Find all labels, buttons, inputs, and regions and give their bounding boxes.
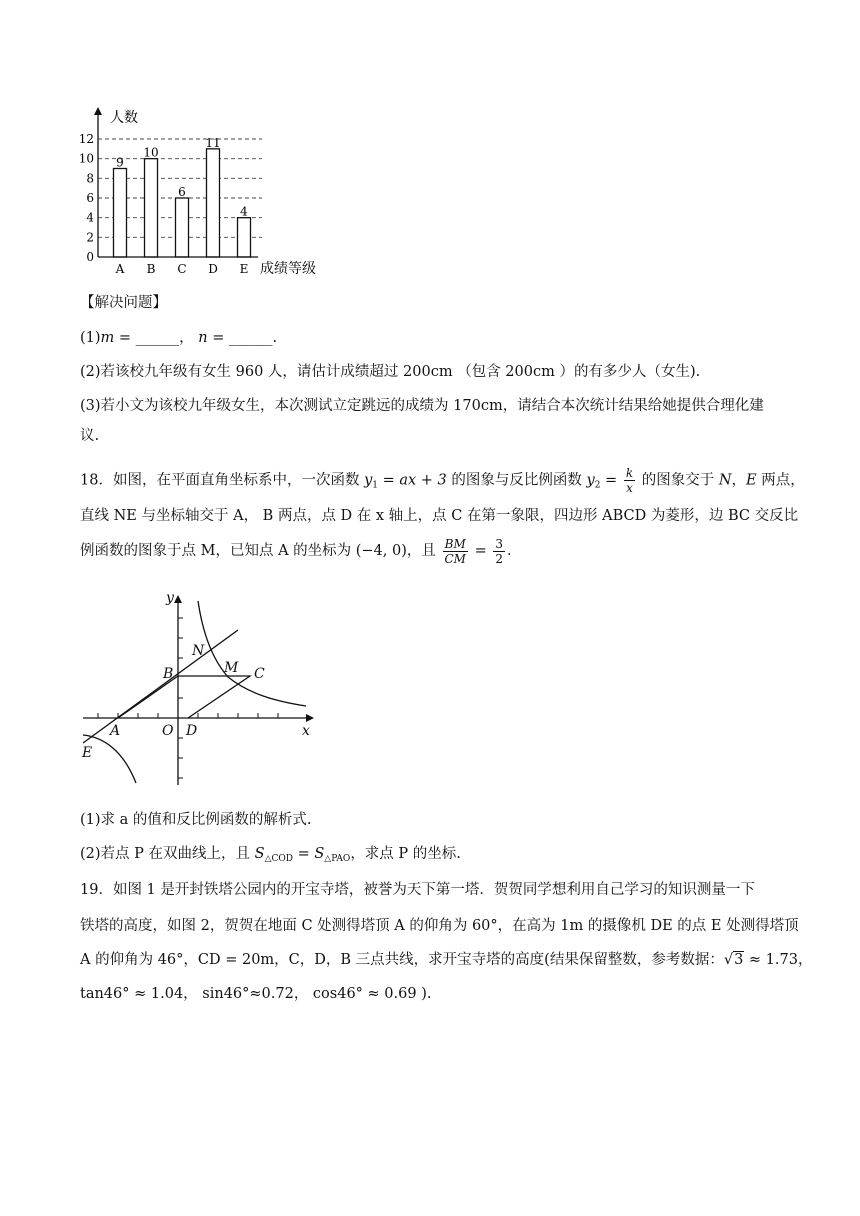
frac-num: k bbox=[625, 466, 634, 480]
q18-line2: 直线 NE 与坐标轴交于 A， B 两点，点 D 在 x 轴上，点 C 在第一象限，四边形 ABCD 为菱形，边 BC 交反比 bbox=[80, 508, 799, 524]
bar-B bbox=[145, 159, 158, 257]
var-y2: y bbox=[586, 472, 595, 489]
x-tick-label: E bbox=[239, 262, 249, 276]
frac-den: x bbox=[626, 481, 633, 495]
label-e: E bbox=[82, 745, 93, 761]
equals: = bbox=[600, 472, 622, 489]
y-tick-label: 12 bbox=[78, 132, 94, 146]
sub-cod: △COD bbox=[264, 854, 293, 864]
bar-value-label: 9 bbox=[116, 155, 124, 170]
bar-value-label: 11 bbox=[205, 135, 221, 150]
x-axis-arrow bbox=[306, 714, 314, 722]
fraction-bm-cm bbox=[443, 537, 468, 566]
var-s: S bbox=[254, 846, 265, 862]
equals: = bbox=[292, 846, 315, 862]
q18-text: (2)若点 P 在双曲线上，且 bbox=[80, 846, 255, 862]
var-s: S bbox=[314, 846, 325, 862]
frac-num: 3 bbox=[495, 536, 503, 551]
linear-expr: = ax + 3 bbox=[378, 472, 447, 489]
q18-text: 的图象交于 bbox=[637, 472, 719, 489]
label-x: x bbox=[302, 723, 310, 739]
coordinate-diagram bbox=[78, 585, 318, 790]
q18-part2 bbox=[80, 844, 800, 869]
y-tick-label: 6 bbox=[86, 191, 94, 205]
q18-text: ． bbox=[506, 543, 522, 559]
y-tick-label: 8 bbox=[86, 171, 94, 186]
rhombus-abcd bbox=[118, 676, 250, 718]
label-m: M bbox=[224, 660, 239, 676]
fraction-3-2 bbox=[493, 537, 505, 566]
bar-value-label: 6 bbox=[178, 185, 186, 199]
sub-pao: △PAO bbox=[324, 854, 351, 864]
q17-part1-blank2: = ______. bbox=[207, 330, 278, 346]
chart-axes bbox=[79, 107, 258, 276]
fraction-k-over-x bbox=[624, 466, 635, 495]
line-ne bbox=[83, 630, 238, 743]
bar-A bbox=[114, 169, 127, 258]
sqrt-3: 3 bbox=[734, 952, 744, 968]
q19-line1: 19．如图 1 是开封铁塔公园内的开宝寺塔，被誉为天下第一塔．贺贺同学想利用自己学习的知识测量一下 bbox=[80, 882, 755, 898]
var-N: N bbox=[718, 472, 732, 489]
equals: = bbox=[469, 543, 492, 559]
y-tick-label: 0 bbox=[86, 250, 94, 264]
q18-text: 两点， bbox=[756, 472, 805, 489]
y-tick-label: 10 bbox=[78, 151, 94, 166]
chart-bars bbox=[114, 136, 251, 257]
label-b: B bbox=[163, 666, 174, 682]
bar-chart bbox=[70, 105, 340, 280]
q17-part1 bbox=[80, 328, 800, 348]
label-a: A bbox=[110, 723, 121, 739]
q19-text: A 的仰角为 46°，CD = 20m，C，D，B 三点共线，求开宝寺塔的高度(结果保留整数，参考数据： bbox=[80, 952, 724, 968]
var-E: E bbox=[746, 472, 757, 489]
hyperbola-upper bbox=[198, 601, 306, 706]
x-tick-label: C bbox=[177, 262, 187, 276]
y-tick-label: 2 bbox=[86, 230, 94, 245]
q17-part3-line1: (3)若小文为该校九年级女生，本次测试立定跳远的成绩为 170cm，请结合本次统计结果给她提供合理化建 bbox=[80, 398, 764, 414]
q18-text: 18．如图，在平面直角坐标系中，一次函数 bbox=[80, 472, 365, 489]
q19-line4: tan46° ≈ 1.04， sin46°≈0.72， cos46° ≈ 0.69 ). bbox=[80, 986, 432, 1002]
frac-den: 2 bbox=[495, 551, 503, 566]
var-n: n bbox=[198, 330, 208, 346]
y-axis-arrow bbox=[174, 595, 182, 603]
q19-line3: A 的仰角为 46°，CD = 20m，C，D，B 三点共线，求开宝寺塔的高度(结果保留整数，参考数据：√3 ≈ 1.73， bbox=[80, 952, 813, 968]
x-tick-label: D bbox=[208, 262, 218, 276]
q18-text: 的图象与反比例函数 bbox=[446, 472, 587, 489]
x-tick-label: A bbox=[115, 262, 125, 276]
q18-text: ， bbox=[731, 472, 747, 489]
q17-part2: (2)若该校九年级有女生 960 人，请估计成绩超过 200cm （包含 200cm ）的有多少人（女生). bbox=[80, 364, 701, 380]
label-d: D bbox=[186, 723, 198, 739]
label-n: N bbox=[192, 643, 205, 659]
bar-C bbox=[176, 198, 189, 257]
bar-D bbox=[207, 149, 220, 257]
y-tick-label: 4 bbox=[86, 210, 94, 225]
var-m: m bbox=[100, 330, 115, 346]
y-axis-arrow bbox=[94, 107, 102, 115]
section-heading: 【解决问题】 bbox=[80, 295, 167, 311]
label-o: O bbox=[162, 723, 174, 739]
bar-E bbox=[238, 218, 251, 257]
q17-part3-line2: 议. bbox=[80, 428, 100, 444]
sub-2: 2 bbox=[594, 480, 601, 491]
frac-num: BM bbox=[443, 537, 468, 552]
var-y1: y bbox=[364, 472, 373, 489]
q18-line3 bbox=[80, 536, 800, 566]
label-c: C bbox=[254, 666, 265, 682]
q18-line1 bbox=[80, 466, 805, 499]
q19-text: ≈ 1.73， bbox=[744, 952, 813, 968]
x-tick-label: B bbox=[146, 262, 156, 276]
q17-part1-prefix: (1) bbox=[80, 330, 101, 346]
q18-text: ，求点 P 的坐标. bbox=[350, 846, 461, 862]
sub-1: 1 bbox=[372, 480, 378, 491]
q19-line2: 铁塔的高度，如图 2，贺贺在地面 C 处测得塔顶 A 的仰角为 60°，在高为 1m 的摄像机 DE 的点 E 处测得塔顶 bbox=[80, 918, 799, 934]
q18-part1: (1)求 a 的值和反比例函数的解析式. bbox=[80, 812, 312, 828]
chart-y-axis-label: 人数 bbox=[110, 110, 138, 126]
q17-part1-blank1: = ______， bbox=[114, 330, 194, 346]
bar-value-label: 4 bbox=[240, 204, 248, 219]
bar-value-label: 10 bbox=[143, 145, 159, 160]
q18-text: 例函数的图象于点 M，已知点 A 的坐标为 (−4, 0)，且 bbox=[80, 543, 441, 559]
chart-x-axis-label: 成绩等级 bbox=[260, 261, 316, 277]
label-y: y bbox=[166, 590, 174, 606]
frac-den: CM bbox=[444, 551, 466, 566]
